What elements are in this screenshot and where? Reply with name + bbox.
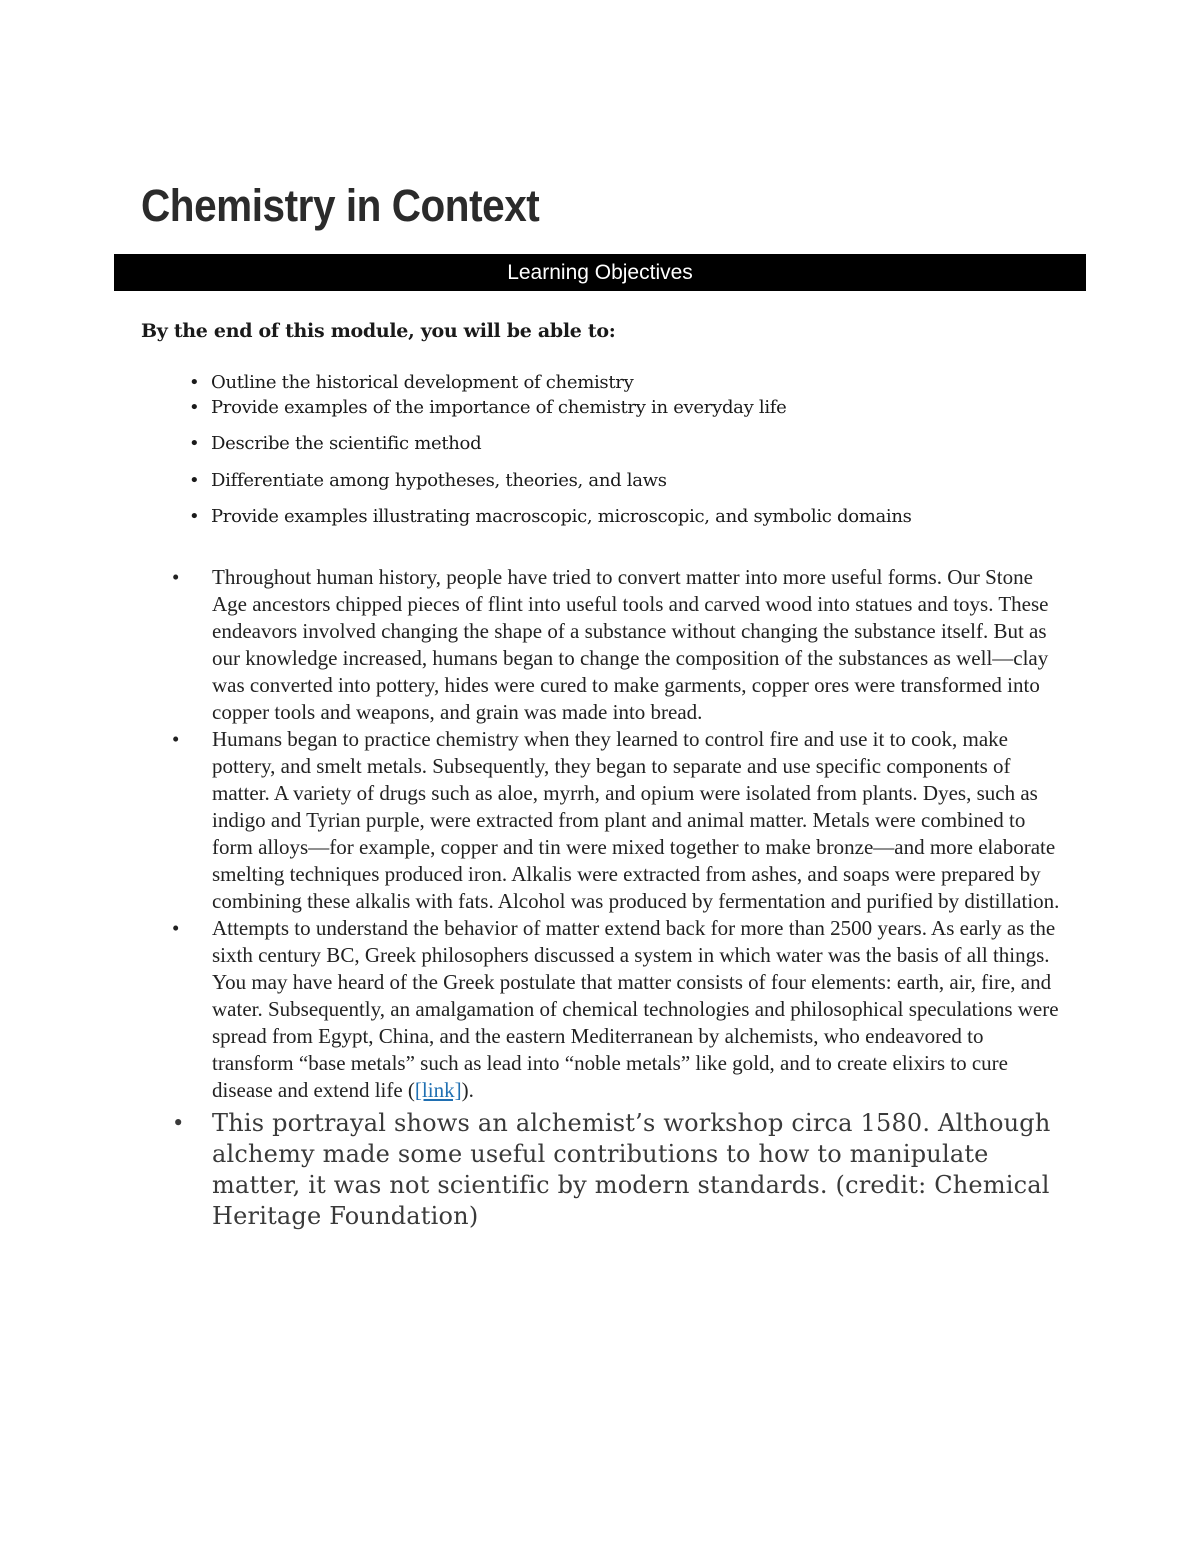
bullet-icon: • (189, 470, 200, 491)
figure-caption: • This portrayal shows an alchemist’s workshop circa 1580. Although alchemy made some useful contributions to how to manipulate matter, it was not scientific by modern standards. (credit: Chemical Heritage Foundation) (172, 1109, 1051, 1230)
objective-item: • Provide examples illustrating macroscopic, microscopic, and symbolic domains (189, 503, 912, 531)
bullet-icon: • (172, 565, 180, 589)
objective-item: • Describe the scientific method (189, 430, 481, 458)
bullet-icon: • (172, 916, 180, 940)
bullet-icon: • (172, 727, 180, 751)
body-paragraph: • Throughout human history, people have tried to convert matter into more useful forms. Our Stone Age ancestors chipped pieces of flint into useful tools and carved wood into statues and toys. These endeavors involved changing the shape of a substance without changing the substance itself. But as our knowledge increased, humans began to change the composition of the substances as well—clay was converted into pottery, hides were cured to make garments, copper ores were transformed into copper tools and weapons, and grain was made into bread. (172, 565, 1049, 724)
bullet-icon: • (172, 1111, 185, 1135)
objective-item: • Provide examples of the importance of chemistry in everyday life (189, 394, 787, 422)
objective-item: • Differentiate among hypotheses, theories, and laws (189, 467, 667, 495)
bullet-icon: • (189, 433, 200, 454)
page-title: Chemistry in Context (141, 180, 540, 231)
learning-objectives-banner: Learning Objectives (114, 254, 1086, 291)
figure-link[interactable]: [link] (414, 1078, 462, 1102)
body-paragraph: • Attempts to understand the behavior of matter extend back for more than 2500 years. As early as the sixth century BC, Greek philosophers discussed a system in which water was the basis of all things. You may have heard of the Greek postulate that matter consists of four elements: earth, air, fire, and water. Subsequently, an amalgamation of chemical technologies and philosophical speculations were spread from Egypt, China, and the eastern Mediterranean by alchemists, who endeavored to transform “base metals” such as lead into “noble metals” like gold, and to create elixirs to cure disease and extend life ([link]). (172, 916, 1059, 1102)
body-paragraph: • Humans began to practice chemistry when they learned to control fire and use it to cook, make pottery, and smelt metals. Subsequently, they began to separate and use specific components of matter. A variety of drugs such as aloe, myrrh, and opium were isolated from plants. Dyes, such as indigo and Tyrian purple, were extracted from plant and animal matter. Metals were combined to form alloys—for example, copper and tin were mixed together to make bronze—and more elaborate smelting techniques produced iron. Alkalis were extracted from ashes, and soaps were prepared by combining these alkalis with fats. Alcohol was produced by fermentation and purified by distillation. (172, 727, 1060, 913)
objective-item: • Outline the historical development of chemistry (189, 369, 633, 397)
objectives-intro: By the end of this module, you will be able to: (141, 320, 616, 342)
bullet-icon: • (189, 397, 200, 418)
body-paragraph-list (172, 564, 1062, 1232)
bullet-icon: • (189, 372, 200, 393)
bullet-icon: • (189, 506, 200, 527)
